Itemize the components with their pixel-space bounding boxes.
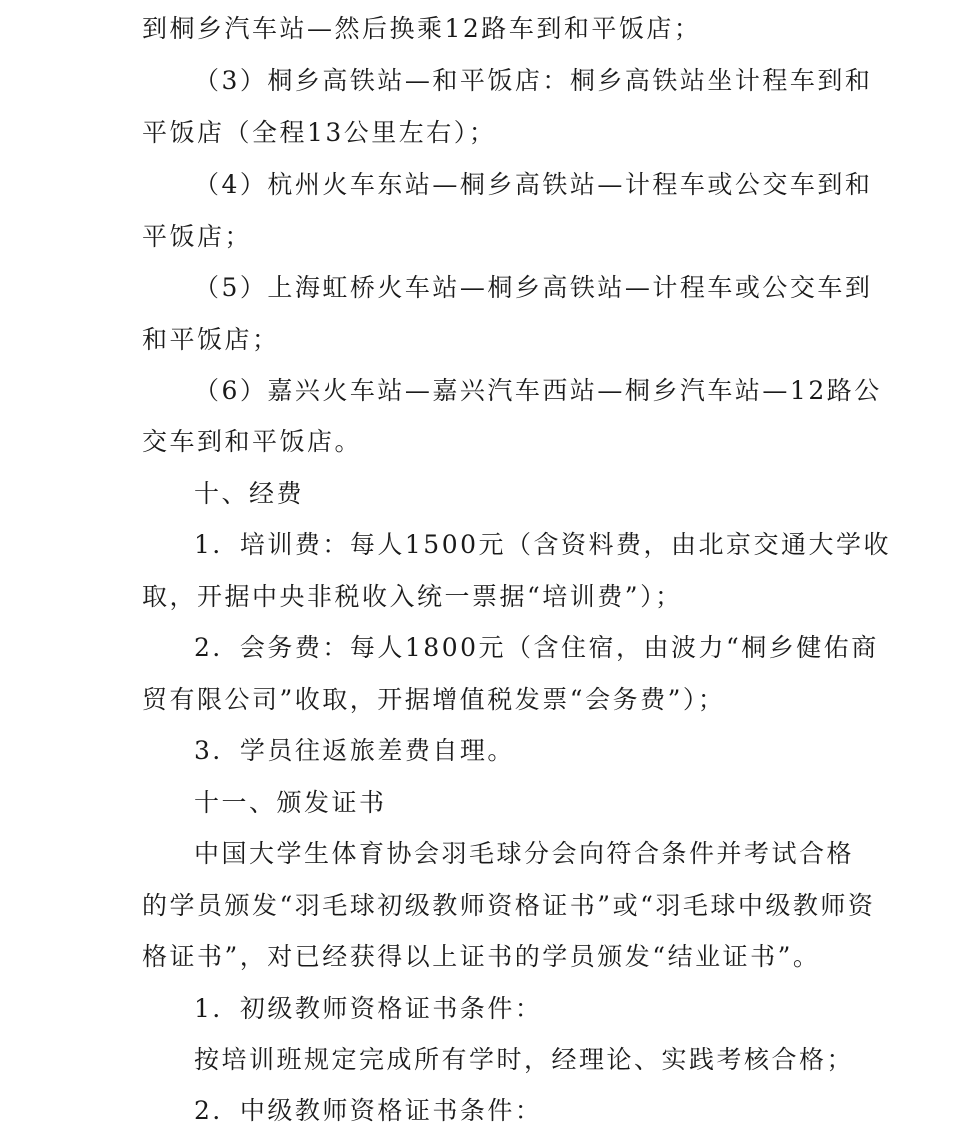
text-line-junior-condition-title: 1．初级教师资格证书条件： [194, 994, 543, 1023]
section-heading-certificates: 十一、颁发证书 [194, 788, 387, 817]
section-heading-fees: 十、经费 [194, 479, 305, 508]
text-line-route-3-end: 平饭店（全程13公里左右）； [142, 118, 497, 147]
text-line-route-6-end: 交车到和平饭店。 [142, 427, 363, 456]
text-line-route-5: （5）上海虹桥火车站—桐乡高铁站—计程车或公交车到 [194, 273, 873, 302]
text-line-route-5-end: 和平饭店； [142, 325, 280, 354]
text-line-certificates-1: 中国大学生体育协会羽毛球分会向符合条件并考试合格 [194, 839, 855, 868]
text-line-fee-2-end: 贸有限公司”收取，开据增值税发票“会务费”）； [142, 685, 726, 714]
text-line-certificates-3: 格证书”，对已经获得以上证书的学员颁发“结业证书”。 [142, 942, 821, 971]
text-line-junior-condition-body: 按培训班规定完成所有学时，经理论、实践考核合格； [194, 1045, 855, 1074]
text-line-route-4: （4）杭州火车东站—桐乡高铁站—计程车或公交车到和 [194, 170, 873, 199]
text-line-fee-2: 2．会务费：每人1800元（含住宿，由波力“桐乡健佑商 [194, 633, 879, 662]
text-line-intermediate-condition-title: 2．中级教师资格证书条件： [194, 1096, 543, 1125]
text-line-certificates-2: 的学员颁发“羽毛球初级教师资格证书”或“羽毛球中级教师资 [142, 891, 876, 920]
text-line-fee-3: 3．学员往返旅差费自理。 [194, 736, 515, 765]
text-line-route-2-end: 到桐乡汽车站—然后换乘12路车到和平饭店； [142, 14, 702, 43]
text-line-fee-1-end: 取，开据中央非税收入统一票据“培训费”）； [142, 582, 683, 611]
text-line-fee-1: 1．培训费：每人1500元（含资料费，由北京交通大学收 [194, 530, 892, 559]
text-line-route-6: （6）嘉兴火车站—嘉兴汽车西站—桐乡汽车站—12路公 [194, 376, 882, 405]
text-line-route-3: （3）桐乡高铁站—和平饭店：桐乡高铁站坐计程车到和 [194, 66, 873, 95]
text-line-route-4-end: 平饭店； [142, 222, 253, 251]
